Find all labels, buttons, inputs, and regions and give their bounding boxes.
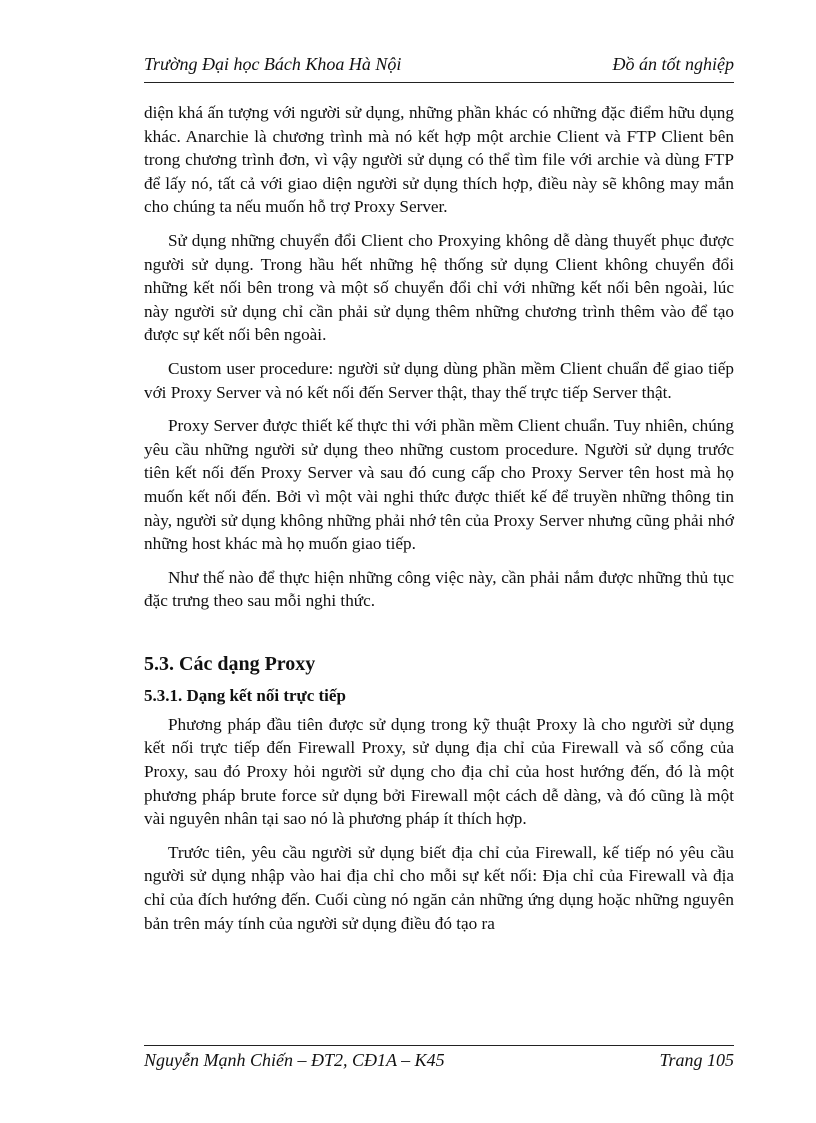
paragraph-6: Phương pháp đầu tiên được sử dụng trong kỹ thuật Proxy là cho người sử dụng kết nối trực tiếp đến Firewall Proxy, sử dụng địa chỉ của Firewall và số cổng của Proxy, sau đó Proxy hỏi người sử dụng cho địa chỉ của host hướng đến, đó là một phương pháp brute force sử dụng bởi Firewall một cách dễ dàng, và đó cũng là một vài nguyên nhân tại sao nó là phương pháp ít thích hợp. — [144, 714, 734, 829]
paragraph-3: Custom user procedure: người sử dụng dùng phần mềm Client chuẩn để giao tiếp với Proxy Server và nó kết nối đến Server thật, thay thế trực tiếp Server thật. — [144, 358, 734, 402]
paragraph-7: Trước tiên, yêu cầu người sử dụng biết địa chỉ của Firewall, kế tiếp nó yêu cầu người sử dụng nhập vào hai địa chỉ cho mỗi sự kết nối: Địa chỉ của Firewall và địa chỉ của đích hướng đến. Cuối cùng nó ngăn cản những ứng dụng hoặc những nguyên bản trên máy tính của người sử dụng điều đó tạo ra — [144, 842, 734, 933]
page-body — [144, 101, 734, 945]
paragraph-1: diện khá ấn tượng với người sử dụng, những phần khác có những đặc điểm hữu dụng khác. Anarchie là chương trình mà nó kết hợp một archie Client và FTP Client bên trong chương trình đơn, vì vậy người sử dụng có thể tìm file với archie và dùng FTP để lấy nó, tất cả với giao diện người sử dụng thích hợp, điều này sẽ không may mắn cho chúng ta nếu muốn hỗ trợ Proxy Server. — [144, 103, 734, 217]
section-heading: 5.3. Các dạng Proxy — [144, 652, 316, 675]
footer-author: Nguyễn Mạnh Chiến – ĐT2, CĐ1A – K45 — [144, 1050, 445, 1070]
subsection-heading: 5.3.1. Dạng kết nối trực tiếp — [144, 685, 346, 705]
header-document-type: Đồ án tốt nghiệp — [612, 54, 734, 74]
paragraph-5: Như thế nào để thực hiện những công việc này, cần phải nắm được những thủ tục đặc trưng theo sau mỗi nghi thức. — [144, 567, 734, 611]
header-divider — [144, 82, 734, 83]
page-footer — [144, 1050, 734, 1078]
header-university: Trường Đại học Bách Khoa Hà Nội — [144, 54, 402, 74]
paragraph-2: Sử dụng những chuyển đổi Client cho Proxying không dễ dàng thuyết phục được người sử dụng. Trong hầu hết những hệ thống sử dụng Client không chuyển đổi những kết nối bên trong và một số chuyển đổi chỉ với những kết nối bên ngoài, lúc này người sử dụng chỉ cần phải sử dụng thêm những chương trình thêm vào để tạo được sự kết nối bên ngoài. — [144, 230, 734, 345]
page-header — [144, 52, 734, 80]
footer-page-number: Trang 105 — [659, 1050, 734, 1070]
paragraph-4: Proxy Server được thiết kế thực thi với phần mềm Client chuẩn. Tuy nhiên, chúng yêu cầu những người sử dụng theo những custom procedure. Người sử dụng trước tiên kết nối đến Proxy Server và sau đó cung cấp cho Proxy Server tên host mà họ muốn kết nối đến. Bởi vì một vài nghi thức được thiết kế để truyền những thông tin này, người sử dụng không những phải nhớ tên của Proxy Server nhưng cũng phải nhớ những host khác mà họ muốn giao tiếp. — [144, 416, 734, 554]
footer-divider — [144, 1045, 734, 1046]
